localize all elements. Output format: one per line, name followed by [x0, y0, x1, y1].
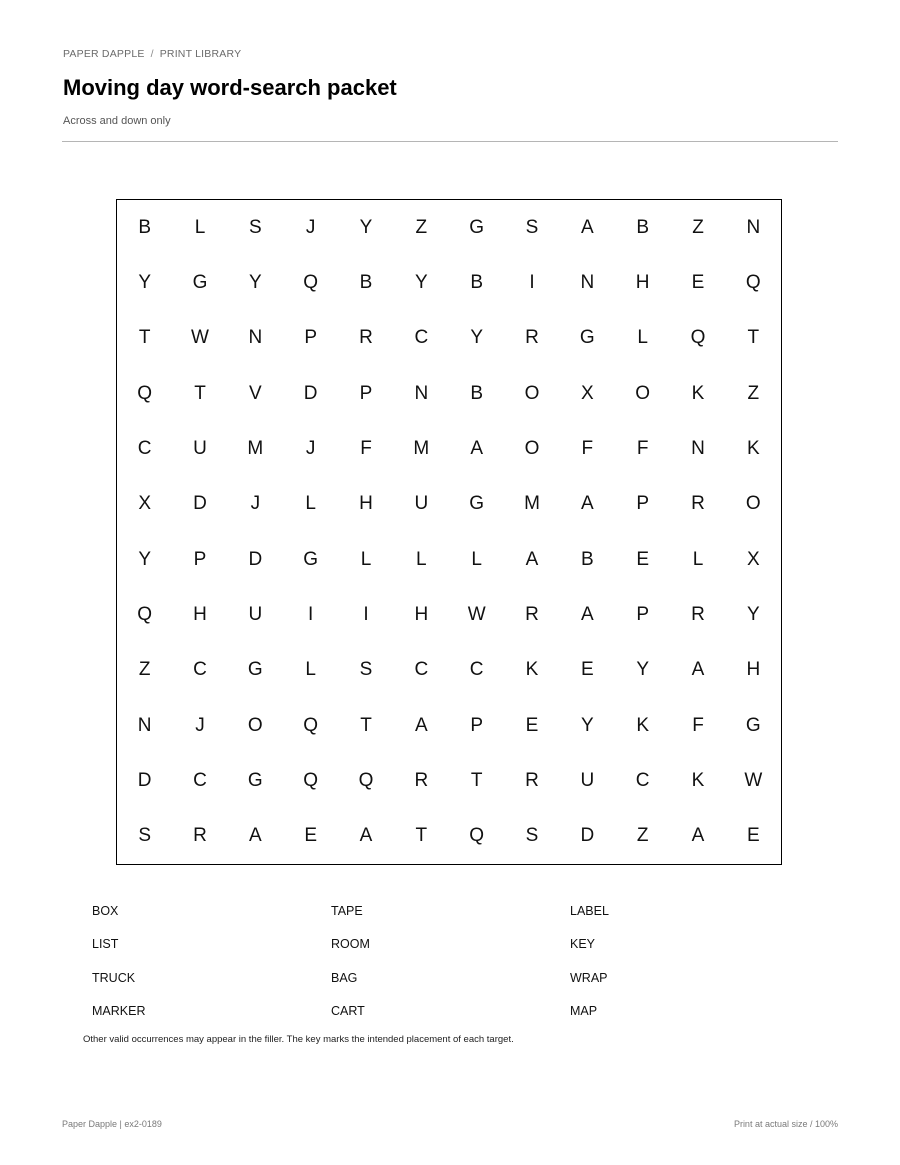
grid-cell: H	[193, 603, 207, 625]
grid-cell: K	[746, 437, 760, 459]
grid-cell: Y	[470, 327, 483, 349]
word-list-item: MARKER	[92, 1004, 146, 1018]
grid-cell: A	[580, 493, 594, 515]
grid-cell: W	[191, 327, 209, 349]
grid-cell: N	[746, 216, 761, 238]
grid-cell: O	[524, 382, 540, 404]
grid-cell: D	[193, 493, 207, 515]
grid-cell: H	[359, 493, 373, 515]
grid-cell: Q	[690, 327, 706, 349]
grid-cell: J	[195, 714, 205, 736]
grid-cell: C	[137, 437, 152, 459]
word-list-item: ROOM	[331, 937, 370, 951]
grid-cell: M	[247, 437, 264, 459]
grid-cell: E	[746, 825, 760, 847]
grid-cell: S	[525, 825, 539, 847]
grid-cell: Q	[358, 769, 374, 791]
grid-cell: R	[691, 493, 705, 515]
word-list-item: TRUCK	[92, 971, 136, 985]
grid-cell: L	[305, 659, 316, 681]
grid-cell: K	[691, 382, 705, 404]
breadcrumb-brand[interactable]: PAPER DAPPLE	[63, 48, 145, 60]
grid-cell: E	[636, 548, 649, 570]
grid-cell: F	[692, 714, 704, 736]
grid-cell: L	[471, 548, 482, 570]
grid-cell: C	[414, 659, 429, 681]
grid-cell: W	[467, 603, 486, 625]
grid-cell: R	[691, 603, 705, 625]
grid-cell: N	[691, 437, 705, 459]
grid-cell: I	[308, 603, 314, 625]
grid-cell: E	[580, 659, 594, 681]
grid-cell: O	[635, 382, 651, 404]
grid-cell: Y	[580, 714, 594, 736]
word-list-item: TAPE	[331, 904, 363, 918]
grid-cell: L	[194, 216, 206, 238]
grid-cell: B	[470, 271, 483, 293]
word-search-grid	[116, 199, 782, 865]
grid-cell: K	[525, 659, 539, 681]
grid-cell: Y	[359, 216, 373, 238]
grid-cell: U	[193, 437, 207, 459]
grid-cell: A	[359, 825, 373, 847]
grid-cell: D	[303, 382, 318, 404]
word-list-item: BOX	[92, 904, 119, 918]
grid-cell: A	[414, 714, 428, 736]
grid-cell: Z	[636, 825, 649, 847]
grid-cell: C	[414, 327, 429, 349]
word-list-item: LIST	[92, 937, 119, 951]
page-subtitle: Across and down only	[63, 115, 171, 127]
grid-cell: N	[137, 714, 152, 736]
grid-cell: T	[138, 327, 151, 349]
grid-cell: Y	[248, 271, 262, 293]
grid-cell: T	[194, 382, 206, 404]
grid-cell: G	[303, 548, 319, 570]
grid-cell: N	[414, 382, 429, 404]
grid-cell: Z	[415, 216, 428, 238]
page-title: Moving day word-search packet	[63, 75, 397, 100]
grid-cell: R	[414, 769, 429, 791]
grid-cell: G	[745, 714, 761, 736]
grid-cell: J	[250, 493, 261, 515]
grid-cell: R	[525, 603, 539, 625]
grid-cell: T	[747, 327, 760, 349]
grid-cell: A	[580, 603, 594, 625]
grid-cell: S	[525, 216, 539, 238]
grid-cell: T	[415, 825, 428, 847]
grid-cell: S	[138, 825, 151, 847]
word-list-item: KEY	[570, 937, 596, 951]
grid-cell: D	[580, 825, 595, 847]
grid-cell: R	[359, 327, 373, 349]
grid-cell: C	[193, 769, 207, 791]
grid-cell: D	[248, 548, 263, 570]
grid-cell: A	[470, 437, 483, 459]
grid-cell: G	[579, 327, 595, 349]
grid-cell: J	[305, 437, 316, 459]
grid-cell: W	[744, 769, 763, 791]
grid-cell: M	[524, 493, 540, 515]
grid-cell: L	[416, 548, 427, 570]
grid-cell: Z	[747, 382, 760, 404]
grid-cell: F	[636, 437, 649, 459]
grid-cell: A	[691, 825, 705, 847]
grid-cell: P	[304, 327, 317, 349]
grid-cell: S	[248, 216, 262, 238]
grid-cell: C	[635, 769, 650, 791]
breadcrumb-separator: /	[150, 48, 154, 60]
grid-cell: H	[635, 271, 650, 293]
grid-cell: D	[137, 769, 152, 791]
grid-cell: F	[360, 437, 372, 459]
breadcrumb	[63, 48, 241, 60]
word-list-item: WRAP	[570, 971, 608, 985]
grid-cell: B	[359, 271, 373, 293]
grid-cell: M	[413, 437, 430, 459]
grid-cell: Q	[137, 382, 153, 404]
word-list-item: MAP	[570, 1004, 598, 1018]
grid-cell: Q	[303, 714, 319, 736]
grid-cell: U	[414, 493, 429, 515]
grid-cell: Q	[137, 603, 153, 625]
grid-cell: S	[359, 659, 373, 681]
grid-cell: L	[305, 493, 316, 515]
grid-cell: P	[359, 382, 373, 404]
grid-cell: G	[469, 216, 485, 238]
grid-cell: G	[247, 659, 263, 681]
grid-cell: H	[414, 603, 429, 625]
word-list-item: CART	[331, 1004, 365, 1018]
grid-cell: P	[193, 548, 207, 570]
grid-cell: X	[138, 493, 151, 515]
grid-cell: R	[525, 769, 539, 791]
grid-cell: U	[248, 603, 263, 625]
grid-cell: Z	[138, 659, 151, 681]
grid-cell: Y	[746, 603, 760, 625]
grid-cell: V	[248, 382, 262, 404]
grid-cell: T	[470, 769, 483, 791]
grid-cell: O	[524, 437, 540, 459]
grid-cell: T	[360, 714, 372, 736]
grid-cell: Y	[138, 548, 151, 570]
grid-cell: I	[363, 603, 369, 625]
grid-cell: E	[691, 271, 705, 293]
grid-cell: K	[691, 769, 705, 791]
grid-cell: Q	[303, 271, 319, 293]
grid-cell: B	[580, 548, 594, 570]
grid-cell: A	[580, 216, 594, 238]
grid-cell: C	[193, 659, 207, 681]
grid-cell: U	[580, 769, 595, 791]
grid-cell: X	[580, 382, 594, 404]
grid-cell: Y	[414, 271, 428, 293]
footer-id: Paper Dapple | ex2-0189	[62, 1119, 162, 1129]
grid-cell: B	[636, 216, 649, 238]
grid-cell: Q	[303, 769, 319, 791]
grid-cell: A	[691, 659, 705, 681]
word-list-item: LABEL	[570, 904, 609, 918]
grid-cell: L	[637, 327, 648, 349]
grid-cell: Y	[636, 659, 649, 681]
grid-cell: A	[525, 548, 539, 570]
filler-note: Other valid occurrences may appear in the filler. The key marks the intended placement of each target.	[83, 1034, 514, 1045]
footer-print-hint: Print at actual size / 100%	[733, 1119, 838, 1129]
grid-cell: E	[525, 714, 539, 736]
grid-cell: R	[193, 825, 207, 847]
grid-cell: L	[692, 548, 704, 570]
grid-cell: Q	[745, 271, 761, 293]
header-divider	[62, 141, 838, 142]
grid-cell: B	[470, 382, 483, 404]
grid-cell: R	[525, 327, 539, 349]
grid-cell: Z	[692, 216, 704, 238]
grid-cell: K	[636, 714, 649, 736]
grid-cell: N	[248, 327, 263, 349]
grid-cell: H	[746, 659, 761, 681]
breadcrumb-section[interactable]: PRINT LIBRARY	[159, 48, 242, 60]
grid-cell: J	[305, 216, 316, 238]
grid-cell: P	[636, 603, 649, 625]
grid-cell: G	[192, 271, 208, 293]
grid-cell: O	[745, 493, 761, 515]
grid-cell: P	[636, 493, 649, 515]
grid-cell: P	[470, 714, 483, 736]
grid-cell: F	[581, 437, 594, 459]
grid-cell: G	[469, 493, 485, 515]
grid-cell: C	[469, 659, 484, 681]
grid-cell: L	[360, 548, 372, 570]
grid-cell: O	[247, 714, 263, 736]
grid-cell: Q	[469, 825, 485, 847]
word-list-item: BAG	[331, 971, 358, 985]
grid-cell: Y	[138, 271, 151, 293]
grid-cell: X	[746, 548, 760, 570]
grid-cell: B	[138, 216, 151, 238]
grid-cell: I	[529, 271, 535, 293]
grid-cell: E	[304, 825, 317, 847]
grid-cell: N	[580, 271, 595, 293]
grid-cell: A	[248, 825, 262, 847]
grid-cell: G	[247, 769, 263, 791]
